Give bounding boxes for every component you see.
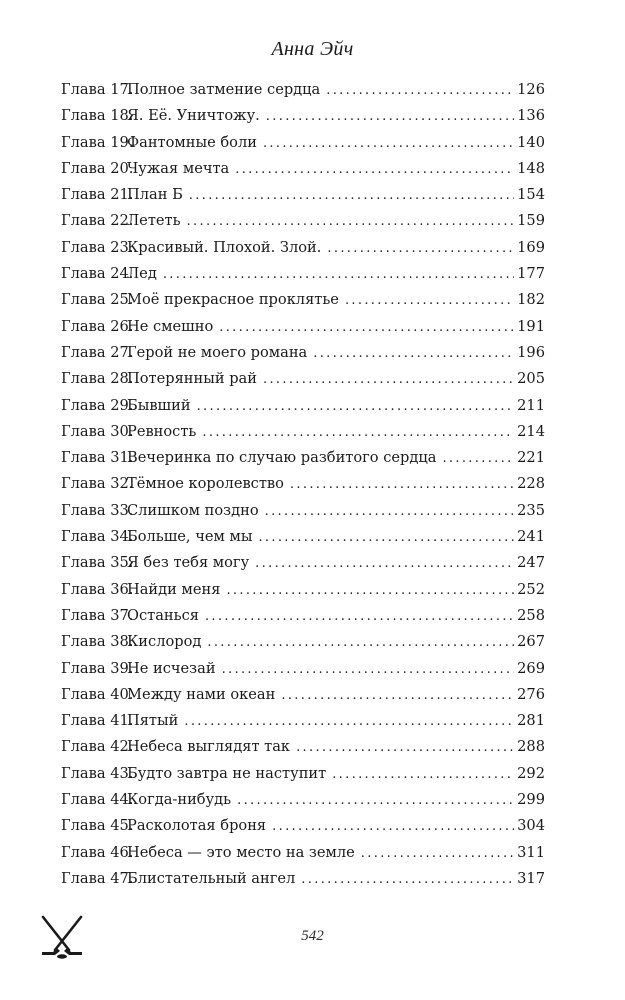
toc-chapter-title: Блистательный ангел	[127, 869, 296, 887]
toc-chapter-title: Тёмное королевство	[127, 475, 284, 493]
toc-chapter-number: Глава 27.	[61, 343, 134, 361]
toc-page-number: 252	[517, 580, 545, 598]
toc-chapter-title: Бывший	[127, 396, 191, 414]
toc-chapter-number: Глава 19.	[61, 133, 134, 151]
toc-chapter-title: Я. Её. Уничтожу.	[127, 107, 260, 125]
toc-page-number: 299	[517, 791, 545, 809]
toc-dot-leader	[207, 635, 514, 650]
toc-page-number: 191	[517, 317, 545, 335]
toc-dot-leader	[255, 556, 514, 571]
toc-chapter-title: Полное затмение сердца	[127, 81, 321, 98]
toc-entry	[61, 817, 545, 843]
toc-chapter-number: Глава 26.	[61, 317, 134, 335]
toc-chapter-title: Слишком поздно	[127, 501, 259, 519]
toc-chapter-title: Вечеринка по случаю разбитого сердца	[127, 449, 437, 467]
toc-entry	[61, 81, 545, 107]
toc-chapter-title: Между нами океан	[127, 685, 276, 703]
toc-chapter-title: Лететь	[127, 212, 181, 230]
toc-chapter-title: Небеса — это место на земле	[127, 843, 355, 861]
running-head-author: Анна Эйч	[271, 38, 354, 60]
toc-dot-leader	[296, 740, 514, 755]
toc-dot-leader	[327, 241, 514, 256]
toc-chapter-number: Глава 43.	[61, 764, 134, 782]
toc-page-number: 182	[517, 291, 545, 309]
toc-dot-leader	[189, 188, 514, 203]
toc-dot-leader	[235, 162, 514, 177]
toc-dot-leader	[202, 425, 514, 440]
toc-chapter-title: Лед	[127, 265, 157, 283]
toc-page-number: 159	[517, 212, 545, 230]
toc-dot-leader	[265, 504, 515, 519]
toc-chapter-number: Глава 41.	[61, 712, 134, 730]
toc-chapter-title: Останься	[127, 606, 199, 624]
toc-entry	[61, 134, 545, 160]
toc-chapter-title: Чужая мечта	[127, 159, 230, 177]
toc-dot-leader	[326, 83, 514, 98]
toc-chapter-number: Глава 47.	[61, 869, 134, 887]
toc-dot-leader	[301, 872, 514, 887]
toc-chapter-title: Найди меня	[127, 580, 221, 598]
toc-chapter-number: Глава 46.	[61, 843, 134, 861]
toc-page-number: 267	[517, 633, 545, 651]
toc-chapter-number: Глава 21.	[61, 186, 134, 204]
toc-entry	[61, 397, 545, 423]
toc-dot-leader	[219, 320, 514, 335]
toc-page-number: 177	[517, 265, 545, 283]
toc-entry	[61, 107, 545, 133]
toc-page-number: 247	[517, 554, 545, 572]
toc-chapter-number: Глава 34.	[61, 528, 134, 546]
table-of-contents	[61, 81, 545, 896]
toc-dot-leader	[205, 609, 514, 624]
toc-chapter-number: Глава 42.	[61, 738, 134, 756]
toc-entry	[61, 791, 545, 817]
toc-chapter-number: Глава 39.	[61, 659, 134, 677]
toc-page-number: 205	[517, 370, 545, 388]
toc-chapter-title: Когда-нибудь	[127, 791, 232, 809]
toc-dot-leader	[313, 346, 514, 361]
toc-chapter-title: План Б	[127, 186, 183, 204]
toc-chapter-number: Глава 33.	[61, 501, 134, 519]
toc-entry	[61, 239, 545, 265]
toc-chapter-number: Глава 17.	[61, 81, 134, 98]
toc-page-number: 304	[517, 817, 545, 835]
toc-page-number: 235	[517, 501, 545, 519]
toc-chapter-title: Не смешно	[127, 317, 214, 335]
toc-entry	[61, 212, 545, 238]
toc-dot-leader	[266, 109, 514, 124]
toc-dot-leader	[263, 372, 514, 387]
toc-page-number: 169	[517, 238, 545, 256]
toc-dot-leader	[290, 477, 514, 492]
toc-page-number: 211	[517, 396, 545, 414]
toc-entry	[61, 633, 545, 659]
toc-entry	[61, 160, 545, 186]
toc-entry	[61, 344, 545, 370]
toc-page-number: 317	[517, 869, 545, 887]
toc-dot-leader	[197, 399, 515, 414]
toc-entry	[61, 660, 545, 686]
toc-entry	[61, 265, 545, 291]
page-number: 542	[301, 928, 324, 944]
toc-entry	[61, 554, 545, 580]
toc-chapter-title: Небеса выглядят так	[127, 738, 291, 756]
toc-page-number: 140	[517, 133, 545, 151]
toc-chapter-number: Глава 44.	[61, 791, 134, 809]
toc-dot-leader	[272, 819, 514, 834]
toc-chapter-number: Глава 29.	[61, 396, 134, 414]
toc-page-number: 221	[517, 449, 545, 467]
toc-entry	[61, 738, 545, 764]
toc-dot-leader	[442, 451, 514, 466]
toc-chapter-number: Глава 20.	[61, 159, 134, 177]
toc-chapter-title: Потерянный рай	[127, 370, 257, 388]
toc-chapter-number: Глава 36.	[61, 580, 134, 598]
toc-entry	[61, 870, 545, 896]
toc-chapter-title: Я без тебя могу	[127, 554, 250, 572]
toc-chapter-number: Глава 28.	[61, 370, 134, 388]
toc-dot-leader	[226, 583, 514, 598]
toc-dot-leader	[345, 293, 514, 308]
toc-dot-leader	[361, 846, 514, 861]
toc-chapter-title: Будто завтра не наступит	[127, 764, 327, 782]
toc-chapter-number: Глава 18.	[61, 107, 134, 125]
toc-entry	[61, 686, 545, 712]
toc-chapter-number: Глава 35.	[61, 554, 134, 572]
toc-chapter-title: Расколотая броня	[127, 817, 267, 835]
toc-page-number: 311	[517, 843, 545, 861]
toc-chapter-title: Больше, чем мы	[127, 528, 253, 546]
toc-entry	[61, 370, 545, 396]
toc-dot-leader	[163, 267, 514, 282]
toc-page-number: 241	[517, 528, 545, 546]
toc-chapter-number: Глава 45.	[61, 817, 134, 835]
toc-page-number: 196	[517, 343, 545, 361]
toc-chapter-title: Кислород	[127, 633, 202, 651]
toc-chapter-number: Глава 30.	[61, 422, 134, 440]
toc-page-number: 214	[517, 422, 545, 440]
toc-page-number: 148	[517, 159, 545, 177]
toc-chapter-title: Красивый. Плохой. Злой.	[127, 238, 322, 256]
toc-page-number: 288	[517, 738, 545, 756]
toc-entry	[61, 291, 545, 317]
toc-chapter-number: Глава 23.	[61, 238, 134, 256]
toc-entry	[61, 528, 545, 554]
toc-page-number: 258	[517, 606, 545, 624]
toc-chapter-title: Моё прекрасное проклятье	[127, 291, 339, 309]
toc-entry	[61, 423, 545, 449]
toc-entry	[61, 844, 545, 870]
toc-page-number: 292	[517, 764, 545, 782]
toc-chapter-number: Глава 32.	[61, 475, 134, 493]
toc-entry	[61, 502, 545, 528]
toc-dot-leader	[258, 530, 514, 545]
toc-dot-leader	[332, 767, 514, 782]
toc-chapter-number: Глава 40.	[61, 685, 134, 703]
toc-page-number: 154	[517, 186, 545, 204]
toc-chapter-number: Глава 22.	[61, 212, 134, 230]
toc-entry	[61, 607, 545, 633]
toc-chapter-title: Пятый	[127, 712, 179, 730]
toc-chapter-title: Фантомные боли	[127, 133, 257, 151]
toc-entry	[61, 186, 545, 212]
toc-entry	[61, 449, 545, 475]
toc-chapter-number: Глава 38.	[61, 633, 134, 651]
toc-entry	[61, 712, 545, 738]
toc-entry	[61, 765, 545, 791]
toc-page-number: 136	[517, 107, 545, 125]
toc-page-number: 126	[517, 81, 545, 98]
toc-page-number: 228	[517, 475, 545, 493]
toc-chapter-title: Герой не моего романа	[127, 343, 308, 361]
toc-entry	[61, 581, 545, 607]
toc-entry	[61, 318, 545, 344]
toc-chapter-number: Глава 37.	[61, 606, 134, 624]
toc-chapter-number: Глава 31.	[61, 449, 134, 467]
toc-chapter-number: Глава 24.	[61, 265, 134, 283]
toc-entry	[61, 475, 545, 501]
toc-page-number: 281	[517, 712, 545, 730]
toc-dot-leader	[187, 214, 515, 229]
toc-dot-leader	[184, 714, 514, 729]
toc-chapter-title: Ревность	[127, 422, 197, 440]
toc-page-number: 276	[517, 685, 545, 703]
toc-chapter-number: Глава 25.	[61, 291, 134, 309]
toc-chapter-title: Не исчезай	[127, 659, 216, 677]
toc-dot-leader	[237, 793, 514, 808]
toc-dot-leader	[281, 688, 514, 703]
toc-dot-leader	[263, 136, 514, 151]
toc-page-number: 269	[517, 659, 545, 677]
toc-dot-leader	[222, 662, 515, 677]
